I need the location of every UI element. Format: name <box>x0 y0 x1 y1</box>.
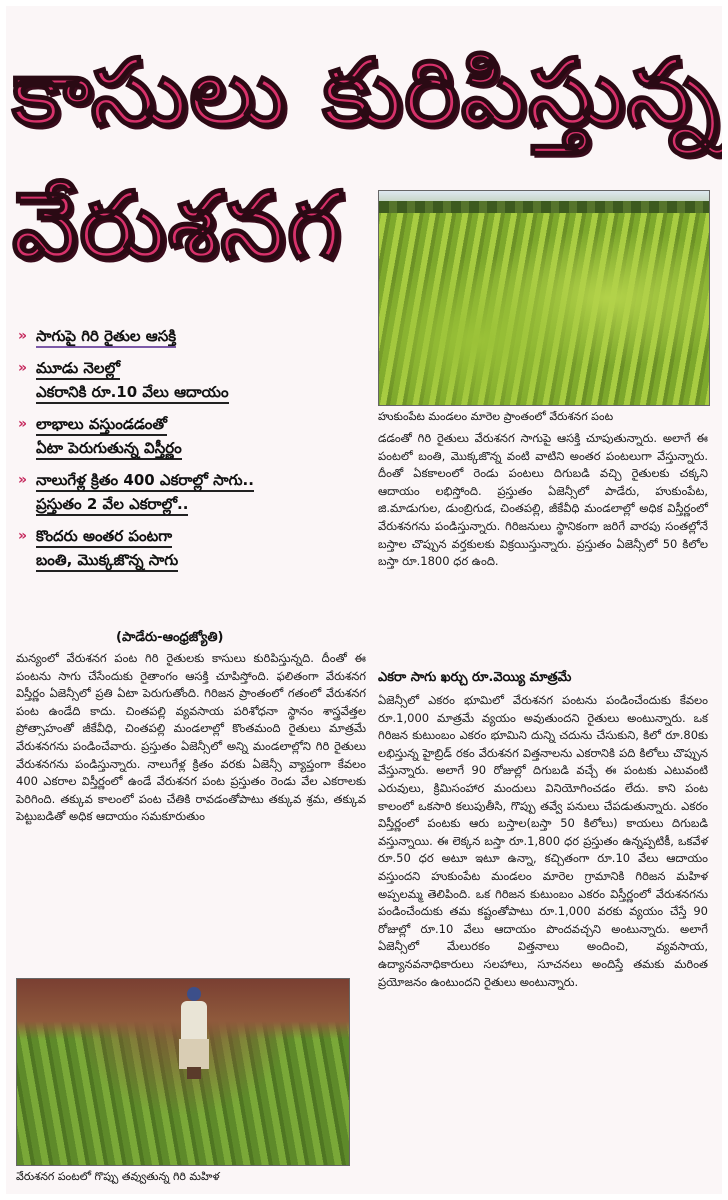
bullet-item <box>16 524 366 572</box>
farmer-figure <box>177 987 211 1079</box>
headline-line-1: కాసులు కురిపిస్తున్న <box>12 39 721 146</box>
bullet-line: ఎకరానికి రూ.10 వేలు ఆదాయం <box>36 383 229 404</box>
bullet-line: మూడు నెలల్లో <box>36 359 120 380</box>
bullet-chevron-icon: » <box>18 472 28 488</box>
bullet-line: నాలుగేళ్ల క్రితం 400 ఎకరాల్లో సాగు.. <box>36 471 254 492</box>
bullet-line: ఏటా పెరుగుతున్న విస్తీర్ణం <box>36 439 182 460</box>
article-right-column-bottom: ఏజెన్సీలో ఎకరం భూమిలో వేరుశనగ పంటను పండించేందుకు కేవలం రూ.1,000 మాత్రమే వ్యయం అవుతుందని రైతులు అంటున్నారు. ఒక గిరిజన కుటుంబం ఎకరం భూమిని దున్ని చదును చేసుకుని, కిలో రూ.80కు లభిస్తున్న హైబ్రిడ్ రకం వేరుశనగ విత్తనాలను ఎకరానికి పది కిలోలు చొప్పున వేస్తున్నారు. అలాగే 90 రోజుల్లో దిగుబడి వచ్చే ఈ పంటకు ఎటువంటి ఎరువులు, క్రిమిసంహార మందులు వినియోగించడం లేదు. కాని పంట కాలంలో ఒకసారి కలుపుతీసి, గొప్పు తవ్వే పనులు చేపడుతున్నారు. ఎకరం విస్తీర్ణంలో పంటకు ఆరు బస్తాల(బస్తా 50 కిలోలు) కాయలు దిగుబడి వస్తున్నాయి. ఈ లెక్కన బస్తా రూ.1,800 ధర ప్రస్తుతం ఉన్నప్పటికీ, ఒకవేళ రూ.50 ధర అటూ ఇటూ ఉన్నా, కచ్చితంగా రూ.10 వేలు ఆదాయం వస్తుందని హుకుంపేట మండలం మారెల గ్రామానికి గిరిజన మహిళ అప్పలమ్మ తెలిపింది. ఒక గిరిజన కుటుంబం ఎకరం విస్తీర్ణంలో వేరుశనగను పండించేందుకు తమ కష్టంతోపాటు రూ.1,000 వరకు వ్యయం చేస్తే 90 రోజుల్లో రూ.10 వేలు ఆదాయం పొందవచ్చని అంటున్నారు. అలాగే ఏజెన్సీలో మేలురకం విత్తనాలు అందించి, వ్యవసాయ, ఉద్యానవనాధికారులు సలహాలు, సూచనలు అందిస్తే తమకు మరింత ప్రయోజనం ఉంటుందని రైతులు అంటున్నారు. <box>378 693 708 989</box>
bullet-item <box>16 324 366 348</box>
article-left-column: మన్యంలో వేరుశనగ పంట గిరి రైతులకు కాసులు కురిపిస్తున్నది. దీంతో ఈ పంటను సాగు చేసేందుకు రైతాంగం ఆసక్తి చూపిస్తోంది. ఫలితంగా వేరుశనగ విస్తీర్ణం ఏజెన్సీలో ప్రతి ఏటా పెరుగుతోంది. గిరిజన ప్రాంతంలో గతంలో వేరుశనగ పంట ఉండేది కాదు. చింతపల్లి వ్యవసాయ పరిశోధనా స్థానం శాస్త్రవేత్తల ప్రోత్సాహంతో జీకేవీధి, చింతపల్లి మండలాల్లో కొంతమంది రైతులు మాత్రమే వేరుశనగను పండించేవారు. ప్రస్తుతం ఏజెన్సీలో అన్ని మండలాల్లోని గిరి రైతులు వేరుశనగను పండిస్తున్నారు. నాలుగేళ్ల క్రితం వరకు ఏజెన్సీ వ్యాప్తంగా కేవలం 400 ఎకరాల విస్తీర్ణంలో ఉండే వేరుశనగ పంట ప్రస్తుతం రెండు వేల ఎకరాలకు పెరిగింది. తక్కువ కాలంలో పంట చేతికి రావడంతోపాటు తక్కువ శ్రమ, తక్కువ పెట్టుబడితో అధిక ఆదాయం సమకూరుతుం <box>16 651 366 824</box>
newspaper-clipping <box>6 6 722 1194</box>
bullet-line: సాగుపై గిరి రైతుల ఆసక్తి <box>36 327 176 348</box>
bullet-chevron-icon: » <box>18 528 28 544</box>
bullet-chevron-icon: » <box>18 416 28 432</box>
bullet-item <box>16 356 366 404</box>
headline-line-2: వేరుశనగ <box>12 172 343 279</box>
top-photo-caption: హుకుంపేట మండలం మారెల ప్రాంతంలో వేరుశనగ పంట <box>378 410 614 423</box>
bullet-chevron-icon: » <box>18 328 28 344</box>
bullet-line: కొందరు అంతర పంటగా <box>36 527 172 548</box>
woman-farmer-photo <box>16 978 350 1166</box>
bullet-item <box>16 468 366 516</box>
highlight-bullets <box>16 324 366 580</box>
treeline <box>379 201 709 213</box>
bullet-line: ప్రస్తుతం 2 వేల ఎకరాల్లో.. <box>36 495 188 516</box>
bullet-chevron-icon: » <box>18 360 28 376</box>
bullet-line: లాభాలు వస్తుండడంతో <box>36 415 167 436</box>
dateline: (పాడేరు-ఆంధ్రజ్యోతి) <box>116 630 224 645</box>
article-subheading: ఎకరా సాగు ఖర్చు రూ.వెయ్యి మాత్రమే <box>378 670 572 685</box>
groundnut-field-photo <box>378 190 710 406</box>
bullet-line: బంతి, మొక్కజొన్న సాగు <box>36 551 178 572</box>
bullet-item <box>16 412 366 460</box>
article-right-column-top: డడంతో గిరి రైతులు వేరుశనగ సాగుపై ఆసక్తి చూపుతున్నారు. అలాగే ఈ పంటలో బంతి, మొక్కజొన్న వంటి వాటిని అంతర పంటలుగా వేస్తున్నారు. దీంతో ఏకకాలంలో రెండు పంటలు దిగుబడి వచ్చి రైతులకు చక్కని ఆదాయం లభిస్తోంది. ప్రస్తుతం ఏజెన్సీలో పాడేరు, హుకుంపేట, జి.మాడుగుల, డుంబ్రిగుడ, చింతపల్లి, జీకేవీధి మండలాల్లో అధిక విస్తీర్ణంలో వేరుశనగను పండిస్తున్నారు. గిరిజనులు స్థానికంగా జరిగే వారపు సంతల్లోనే బస్తాల చొప్పున వర్తకులకు విక్రయిస్తున్నారు. ప్రస్తుతం ఏజెన్సీలో 50 కిలోల బస్తా రూ.1800 ధర ఉంది. <box>378 431 708 569</box>
bottom-photo-caption: వేరుశనగ పంటలో గొప్పు తవ్వుతున్న గిరి మహిళ <box>16 1170 220 1183</box>
